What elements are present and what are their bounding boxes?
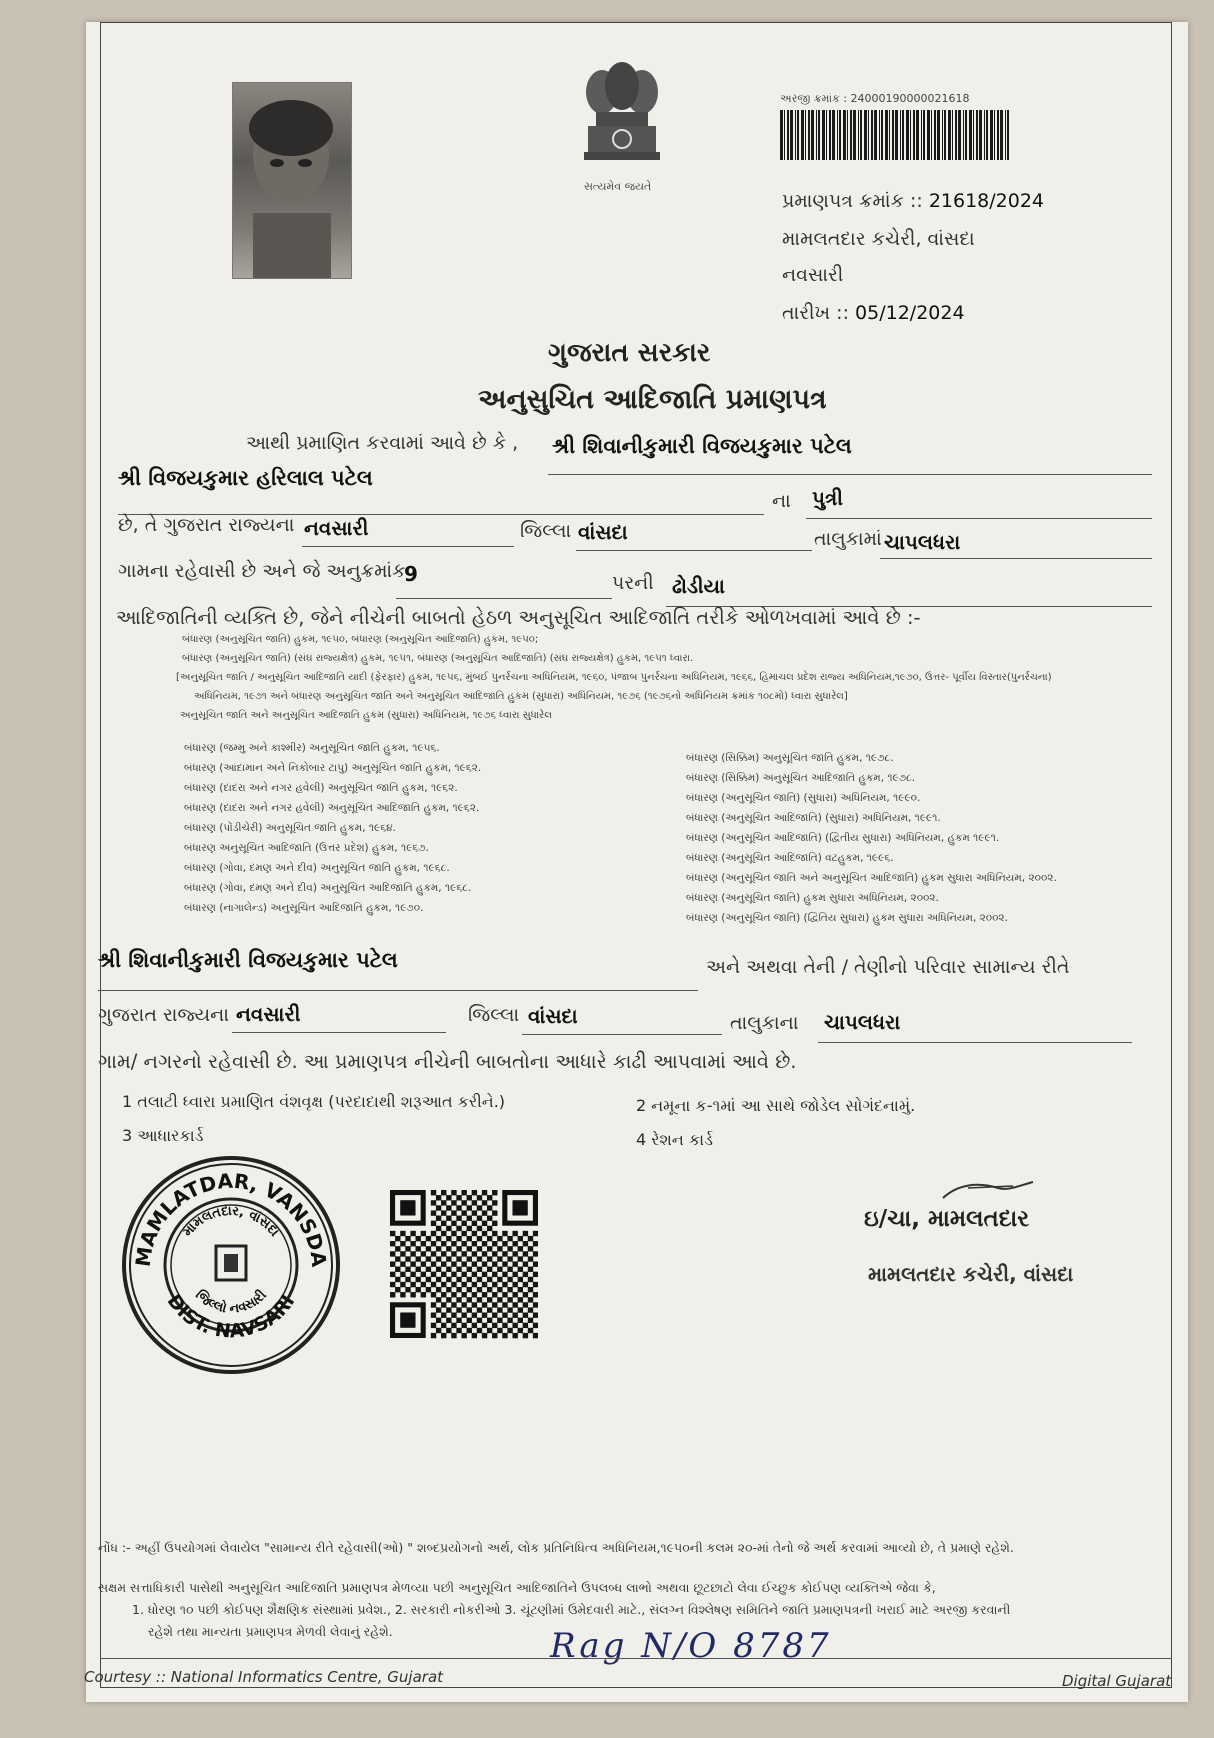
footer-courtesy: Courtesy :: National Informatics Centre, Gujarat: [84, 1668, 444, 1686]
taluka-line: [576, 550, 812, 551]
barcode-bar: [942, 110, 943, 160]
barcode-bar: [900, 110, 901, 160]
serial-line: [396, 598, 612, 599]
barcode-bar: [997, 110, 999, 160]
order-line: બંધારણ (અનુસૂચિત આદિજાતિ) વટહુકમ, ૧૯૯૬.: [686, 852, 894, 864]
barcode-bar: [921, 110, 922, 160]
footer-brand: Digital Gujarat: [1062, 1672, 1172, 1690]
barcode-bar: [843, 110, 846, 160]
barcode-bar: [976, 110, 978, 160]
certificate-number: પ્રમાણપત્ર ક્રમાંક :: 21618/2024: [782, 190, 1045, 212]
order-line: બંધારણ અનુસૂચિત આદિજાતિ (ઉત્તર પ્રદેશ) હુકમ, ૧૯૬૭.: [184, 842, 429, 854]
na-label: ના: [772, 490, 791, 512]
recognized-text: આદિજાતિની વ્યક્તિ છે, જેને નીચેની બાબતો હેઠળ અનુસૂચિત આદિજાતિ તરીકે ઓળખવામાં આવે છે :-: [116, 606, 921, 629]
mamlatdar-seal: [120, 1154, 342, 1376]
barcode-bar: [850, 110, 852, 160]
barcode-bar: [858, 110, 859, 160]
barcode-bar: [973, 110, 974, 160]
barcode-bar: [826, 110, 827, 160]
family-village: ચાપલધરા: [824, 1010, 901, 1034]
barcode-bar: [790, 110, 793, 160]
barcode-bar: [958, 110, 961, 160]
barcode-icon: [780, 110, 1012, 160]
barcode-bar: [969, 110, 972, 160]
barcode-bar: [795, 110, 796, 160]
barcode-bar: [931, 110, 932, 160]
barcode-bar: [780, 110, 783, 160]
barcode-bar: [871, 110, 873, 160]
svg-text:જિલ્લો નવસારી: [192, 1286, 270, 1317]
order-line: અધિનિયમ, ૧૯૭૧ અને બંધારણ અનુસૂચિત જાતિ અને અનુસૂચિત આદિજાતિ હુકમ (સુધારા) અધિનિયમ, ૧૯૭૬ (૧૯૭૬નો અધિનિયમ ક્રમાંક ૧૦૮મો) ધ્વારા સુધારેલ]: [194, 691, 848, 702]
barcode-bar: [1007, 110, 1009, 160]
basis-text: ગામ/ નગરનો રહેવાસી છે. આ પ્રમાણપત્ર નીચેની બાબતોના આધારે કાઢી આપવામાં આવે છે.: [98, 1050, 797, 1073]
family-taluka-label: તાલુકાના: [730, 1012, 799, 1034]
barcode-bar: [934, 110, 936, 160]
barcode-bar: [837, 110, 838, 160]
barcode-bar: [910, 110, 911, 160]
issuing-office: મામલતદાર કચેરી, વાંસદા: [782, 228, 975, 250]
seal-outer-top-text: MAMLATDAR, VANSDA: [130, 1168, 332, 1269]
signatory-office: મામલતદાર કચેરી, વાંસદા: [868, 1262, 1074, 1286]
note-benefits-list: 1. ધોરણ ૧૦ પછી કોઈપણ શૈક્ષણિક સંસ્થામાં પ્રવેશ., 2. સરકારી નોકરીઓ 3. ચૂંટણીમાં ઉમેદવારી માટે., સંલગ્ન વિશ્લેષણ સમિતિને જાતિ પ્રમાણપત્રની ખરાઈ માટે અરજી કરવાની: [132, 1602, 1011, 1617]
barcode-bar: [787, 110, 789, 160]
barcode-bar: [994, 110, 995, 160]
order-line: બંધારણ (નાગાલેન્ડ) અનુસૂચિત આદિજાતિ હુકમ, ૧૯૭૦.: [184, 902, 424, 914]
barcode-bar: [839, 110, 841, 160]
barcode-bar: [955, 110, 957, 160]
basis-item-3: 3 આધારકાર્ડ: [122, 1126, 204, 1145]
barcode-bar: [818, 110, 820, 160]
state-label: છે, તે ગુજરાત રાજ્યના: [118, 514, 295, 536]
handwritten-registration: Rag N/O 8787: [550, 1626, 832, 1666]
barcode-bar: [895, 110, 898, 160]
order-line: બંધારણ (સિક્કિમ) અનુસૂચિત જાતિ હુકમ, ૧૯૭૮.: [686, 752, 894, 764]
order-line: બંધારણ (પોંડીચેરી) અનુસૂચિત જાતિ હુકમ, ૧૯૬૪.: [184, 822, 396, 834]
barcode-bar: [885, 110, 888, 160]
family-person-line: [98, 990, 698, 991]
order-line: બંધારણ (અનુસૂચિત આદિજાતિ) (દ્વિતીય સુધારા) અધિનિયમ, હુકમ ૧૯૯૧.: [686, 832, 1000, 844]
family-taluka: વાંસદા: [528, 1004, 578, 1028]
family-district: નવસારી: [236, 1002, 301, 1026]
barcode-bar: [805, 110, 806, 160]
barcode-bar: [801, 110, 804, 160]
application-number: અરજી ક્રમાંક : 24000190000021618: [780, 92, 970, 105]
barcode-bar: [923, 110, 925, 160]
barcode-bar: [906, 110, 909, 160]
barcode-bar: [816, 110, 817, 160]
barcode-bar: [990, 110, 993, 160]
barcode-bar: [986, 110, 988, 160]
order-line: બંધારણ (દાદરા અને નગર હવેલી) અનુસૂચિત આદિજાતિ હુકમ, ૧૯૬૨.: [184, 802, 480, 814]
certificate-title: અનુસુચિત આદિજાતિ પ્રમાણપત્ર: [478, 384, 827, 415]
order-line: બંધારણ (અનુસૂચિત આદિજાતિ) (સુધારા) અધિનિયમ, ૧૯૯૧.: [686, 812, 941, 824]
certify-label: આથી પ્રમાણિત કરવામાં આવે છે કે ,: [246, 432, 519, 454]
family-district-line: [232, 1032, 446, 1033]
barcode-bar: [1000, 110, 1003, 160]
basis-item-4: 4 રેશન કાર્ડ: [636, 1130, 713, 1149]
applicant-name: શ્રી શિવાનીકુમારી વિજયકુમાર પટેલ: [552, 434, 852, 458]
seal-outer-bottom-text: DIST. NAVSARI: [162, 1290, 300, 1343]
issuing-district: નવસારી: [782, 264, 844, 286]
basis-item-1: 1 તલાટી ધ્વારા પ્રમાણિત વંશવૃક્ષ (પરદાદાથી શરૂઆત કરીને.): [122, 1092, 506, 1111]
note-benefits: સક્ષમ સત્તાધિકારી પાસેથી અનુસૂચિત આદિજાતિ પ્રમાણપત્ર મેળવ્યા પછી અનુસૂચિત આદિજાતિને ઉપલબ્ધ લાભો અથવા છૂટછાટો લેવા ઈચ્છુક કોઈપણ વ્યક્તિએ જેવા કે,: [98, 1580, 936, 1595]
order-line: બંધારણ (દાદરા અને નગર હવેલી) અનુસૂચિત જાતિ હુકમ, ૧૯૬૨.: [184, 782, 458, 794]
barcode-bar: [944, 110, 946, 160]
barcode-bar: [963, 110, 964, 160]
barcode-bar: [984, 110, 985, 160]
resident-label: ગામના રહેવાસી છે અને જે અનુક્રમાંક: [118, 560, 406, 582]
order-line: અનુસૂચિત જાતિ અને અનુસૂચિત આદિજાતિ હુકમ (સુધારા) અધિનિયમ, ૧૯૭૬ ધ્વારા સુધારેલ: [180, 710, 552, 721]
barcode-bar: [881, 110, 883, 160]
barcode-bar: [927, 110, 930, 160]
village-line: [880, 558, 1152, 559]
district-label: જિલ્લા: [520, 520, 572, 542]
barcode-bar: [916, 110, 919, 160]
barcode-bar: [860, 110, 862, 160]
emblem-caption: સત્યમેવ જયતે: [584, 180, 652, 193]
note-validity: રહેશે તથા માન્યતા પ્રમાણપત્ર મેળવી લેવાનું રહેશે.: [148, 1624, 393, 1639]
family-state-label: ગુજરાત રાજ્યના: [98, 1004, 229, 1026]
barcode-bar: [784, 110, 785, 160]
par-label: પરની: [612, 572, 654, 594]
district-value: નવસારી: [304, 516, 369, 540]
barcode-bar: [979, 110, 982, 160]
barcode-bar: [892, 110, 894, 160]
qr-code-icon: [390, 1190, 538, 1340]
order-line: બંધારણ (અનુસૂચિત જાતિ) હુકમ સુધારા અધિનિયમ, ૨૦૦૨.: [686, 892, 939, 904]
order-line: બંધારણ (સિક્કિમ) અનુસૂચિત આદિજાતિ હુકમ, ૧૯૭૮.: [686, 772, 916, 784]
barcode-bar: [874, 110, 877, 160]
father-name: શ્રી વિજયકુમાર હરિલાલ પટેલ: [118, 466, 373, 490]
issue-date: તારીખ :: 05/12/2024: [782, 302, 965, 324]
barcode-bar: [847, 110, 848, 160]
order-line: બંધારણ (અનુસૂચિત જાતિ) (દ્વિતિય સુધારા) હુકમ સુધારા અધિનિયમ, ૨૦૦૨.: [686, 912, 1008, 924]
note-residency: નોંધ :- અહીં ઉપયોગમાં લેવાયેલ "સામાન્ય રીતે રહેવાસી(ઓ) " શબ્દપ્રયોગનો અર્થ, લોક પ્રતિનિધિત્વ અધિનિયમ,૧૯૫૦ની કલમ ૨૦-માં તેનો જે અર્થ કરવામાં આવ્યો છે, તે પ્રમાણે રહેશે.: [98, 1540, 1014, 1555]
village-value: ચાપલધરા: [884, 530, 961, 554]
order-line: બંધારણ (અનુસૂચિત જાતિ) (સંઘ રાજ્યક્ષેત્ર) હુકમ, ૧૯૫૧, બંધારણ (અનુસૂચિત આદિજાતિ) (સંઘ રાજ્યક્ષેત્ર) હુકમ, ૧૯૫૧ ધ્વારા.: [182, 653, 694, 664]
barcode-bar: [879, 110, 880, 160]
seal-inner-top-text: મામલતદાર, વાંસદા: [180, 1203, 282, 1240]
barcode-bar: [913, 110, 915, 160]
signature-icon: [938, 1176, 1038, 1206]
barcode-bar: [808, 110, 810, 160]
barcode-bar: [853, 110, 856, 160]
serial-number: 9: [404, 562, 418, 586]
tribe-value: ઢોડીયા: [672, 574, 725, 598]
barcode-bar: [965, 110, 967, 160]
order-line: બંધારણ (અનુસૂચિત જાતિ) હુકમ, ૧૯૫૦, બંધારણ (અનુસૂચિત આદિજાતિ) હુકમ, ૧૯૫૦;: [182, 634, 539, 645]
family-person-name: શ્રી શિવાનીકુમારી વિજયકુમાર પટેલ: [98, 948, 398, 972]
order-line: બંધારણ (આંદામાન અને નિકોબાર ટાપુ) અનુસૂચિત જાતિ હુકમ, ૧૯૬૨.: [184, 762, 482, 774]
order-line: બંધારણ (અનુસૂચિત જાતિ) (સુધારા) અધિનિયમ, ૧૯૯૦.: [686, 792, 921, 804]
signatory-designation: ઇ/ચા, મામલતદાર: [864, 1206, 1030, 1232]
relation: પુત્રી: [812, 486, 843, 510]
order-line: બંધારણ (જમ્મુ અને કાશ્મીર) અનુસૂચિત જાતિ હુકમ, ૧૯૫૬.: [184, 742, 440, 754]
district-line: [302, 546, 514, 547]
order-line: બંધારણ (ગોવા, દમણ અને દીવ) અનુસૂચિત જાતિ હુકમ, ૧૯૬૮.: [184, 862, 450, 874]
taluka-label: તાલુકામાં: [814, 528, 882, 550]
basis-item-2: 2 નમૂના ક-૧માં આ સાથે જોડેલ સોગંદનામું.: [636, 1096, 916, 1115]
barcode-bar: [811, 110, 814, 160]
order-line: બંધારણ (અનુસૂચિત જાતિ અને અનુસૂચિત આદિજાતિ) હુકમ સુધારા અધિનિયમ, ૨૦૦૨.: [686, 872, 1057, 884]
footer-divider: [100, 1658, 1172, 1659]
applicant-photo: [232, 82, 352, 279]
family-text: અને અથવા તેની / તેણીનો પરિવાર સામાન્ય રીતે: [706, 956, 1070, 978]
barcode-bar: [1005, 110, 1006, 160]
family-taluka-line: [522, 1034, 722, 1035]
government-title: ગુજરાત સરકાર: [548, 338, 711, 368]
barcode-bar: [902, 110, 904, 160]
barcode-bar: [797, 110, 799, 160]
barcode-bar: [864, 110, 867, 160]
barcode-bar: [889, 110, 890, 160]
family-village-line: [818, 1042, 1132, 1043]
barcode-bar: [822, 110, 825, 160]
barcode-bar: [937, 110, 940, 160]
family-district-label: જિલ્લા: [468, 1004, 520, 1026]
national-emblem-icon: [574, 62, 670, 182]
barcode-bar: [952, 110, 953, 160]
barcode-bar: [829, 110, 831, 160]
barcode-bar: [948, 110, 951, 160]
applicant-name-line: [548, 474, 1152, 475]
order-line: બંધારણ (ગોવા, દમણ અને દીવ) અનુસૂચિત આદિજાતિ હુકમ, ૧૯૬૮.: [184, 882, 472, 894]
seal-inner-bottom-text: જિલ્લો નવસારી: [192, 1287, 270, 1317]
barcode-bar: [832, 110, 835, 160]
order-line: [અનુસૂચિત જાતિ / અનુસૂચિત આદિજાતિ યાદી (ફેરફાર) હુકમ, ૧૯૫૬, મુંબઈ પુનર્રચના અધિનિયમ, ૧૯૬૦, પંજાબ પુનર્રચના અધિનિયમ, ૧૯૬૬, હિમાચલ પ્રદેશ રાજ્ય અધિનિયમ,૧૯૭૦, ઉત્તર- પૂર્વીય વિસ્તાર(પુનર્રચના): [176, 672, 1052, 683]
taluka-value: વાંસદા: [578, 520, 628, 544]
barcode-bar: [868, 110, 869, 160]
relation-line: [806, 518, 1152, 519]
